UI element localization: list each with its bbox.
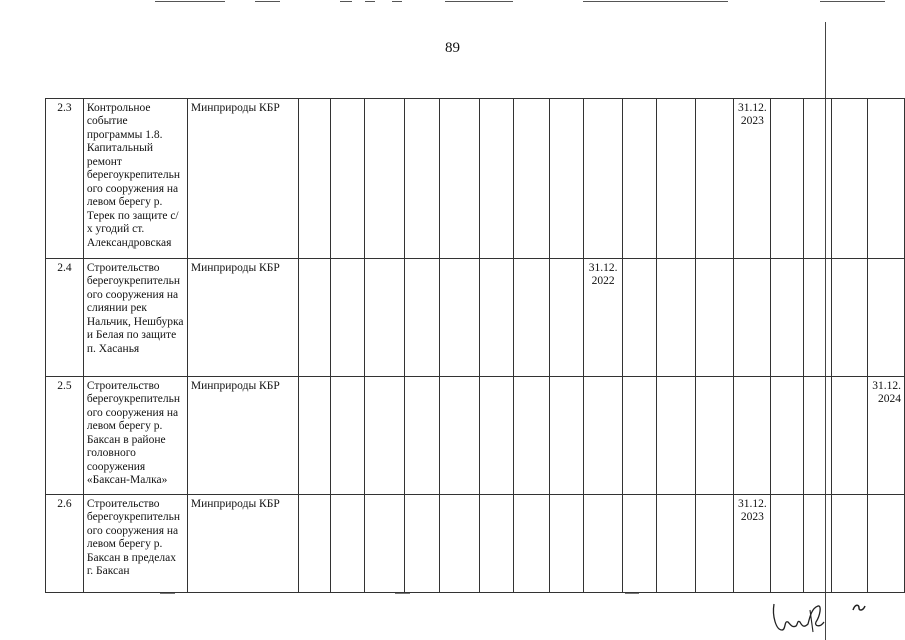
deadline-day-month: 31.12. (588, 262, 618, 274)
empty-cell (832, 99, 868, 259)
empty-cell (439, 99, 479, 259)
empty-cell (584, 495, 623, 593)
empty-cell (405, 495, 440, 593)
deadline-day-month: 31.12. (738, 498, 767, 510)
empty-cell (298, 99, 330, 259)
empty-cell (550, 495, 584, 593)
empty-cell (365, 377, 405, 495)
top-rule (155, 1, 225, 2)
empty-cell (365, 99, 405, 259)
empty-cell (479, 259, 514, 377)
top-rule (445, 1, 513, 2)
empty-cell (439, 377, 479, 495)
empty-cell (867, 495, 904, 593)
empty-cell (623, 377, 657, 495)
signature (770, 596, 830, 636)
empty-cell (832, 259, 868, 377)
empty-cell (514, 377, 550, 495)
executor: Минприроды КБР (187, 259, 298, 377)
executor: Минприроды КБР (187, 495, 298, 593)
table-row (46, 99, 905, 259)
empty-cell (771, 377, 804, 495)
empty-cell (623, 259, 657, 377)
empty-cell (771, 495, 804, 593)
executor: Минприроды КБР (187, 377, 298, 495)
bottom-mark (160, 593, 175, 594)
deadline-year: 2023 (740, 511, 764, 524)
empty-cell (330, 99, 365, 259)
empty-cell (832, 495, 868, 593)
table-row (46, 495, 905, 593)
deadline-date (867, 377, 904, 495)
empty-cell (479, 495, 514, 593)
empty-cell (405, 99, 440, 259)
empty-cell (550, 99, 584, 259)
empty-cell (804, 99, 832, 259)
empty-cell (584, 377, 623, 495)
initial-mark (851, 600, 867, 614)
deadline-year: 2024 (878, 393, 901, 406)
empty-cell (656, 495, 695, 593)
empty-cell (330, 259, 365, 377)
row-number: 2.4 (46, 259, 84, 377)
top-rule (583, 1, 728, 2)
empty-cell (550, 259, 584, 377)
deadline-year: 2023 (740, 115, 764, 128)
top-rule (365, 1, 375, 2)
empty-cell (734, 377, 771, 495)
empty-cell (439, 495, 479, 593)
plan-table (45, 98, 905, 593)
deadline-date (584, 259, 623, 377)
empty-cell (695, 495, 734, 593)
empty-cell (623, 495, 657, 593)
empty-cell (804, 495, 832, 593)
top-rule (392, 1, 402, 2)
executor: Минприроды КБР (187, 99, 298, 259)
empty-cell (584, 99, 623, 259)
empty-cell (695, 99, 734, 259)
deadline-date (734, 99, 771, 259)
empty-cell (804, 377, 832, 495)
empty-cell (405, 259, 440, 377)
empty-cell (867, 99, 904, 259)
empty-cell (771, 99, 804, 259)
page-number: 89 (445, 40, 460, 56)
empty-cell (734, 259, 771, 377)
empty-cell (330, 495, 365, 593)
empty-cell (514, 495, 550, 593)
table-row (46, 259, 905, 377)
top-rule (340, 1, 352, 2)
empty-cell (514, 259, 550, 377)
bottom-mark (625, 593, 639, 594)
deadline-day-month: 31.12. (872, 380, 901, 392)
empty-cell (479, 99, 514, 259)
empty-cell (695, 259, 734, 377)
empty-cell (656, 259, 695, 377)
empty-cell (623, 99, 657, 259)
empty-cell (298, 377, 330, 495)
bottom-mark (395, 593, 410, 594)
top-rule (255, 1, 280, 2)
empty-cell (771, 259, 804, 377)
row-number: 2.6 (46, 495, 84, 593)
empty-cell (656, 99, 695, 259)
empty-cell (804, 259, 832, 377)
deadline-day-month: 31.12. (738, 102, 767, 114)
empty-cell (656, 377, 695, 495)
empty-cell (867, 259, 904, 377)
event-name: Строительство берегоукрепительн ого сооружения на слиянии рек Нальчик, Нешбурка и Белая по защите п. Хасанья (83, 259, 187, 377)
deadline-year: 2022 (591, 275, 615, 288)
empty-cell (298, 259, 330, 377)
event-name: Контрольное событие программы 1.8. Капитальный ремонт берегоукрепительн ого сооружения на левом берегу р. Терек по защите с/х угодий ст. Александровская (83, 99, 187, 259)
empty-cell (405, 377, 440, 495)
event-name: Строительство берегоукрепительн ого сооружения на левом берегу р. Баксан в пределах г. Баксан (83, 495, 187, 593)
empty-cell (695, 377, 734, 495)
empty-cell (330, 377, 365, 495)
top-rule (820, 1, 885, 2)
table-row (46, 377, 905, 495)
empty-cell (479, 377, 514, 495)
empty-cell (365, 259, 405, 377)
empty-cell (365, 495, 405, 593)
empty-cell (832, 377, 868, 495)
empty-cell (439, 259, 479, 377)
deadline-date (734, 495, 771, 593)
empty-cell (298, 495, 330, 593)
empty-cell (550, 377, 584, 495)
event-name: Строительство берегоукрепительн ого сооружения на левом берегу р. Баксан в районе головного сооружения «Баксан-Малка» (83, 377, 187, 495)
empty-cell (514, 99, 550, 259)
row-number: 2.3 (46, 99, 84, 259)
row-number: 2.5 (46, 377, 84, 495)
